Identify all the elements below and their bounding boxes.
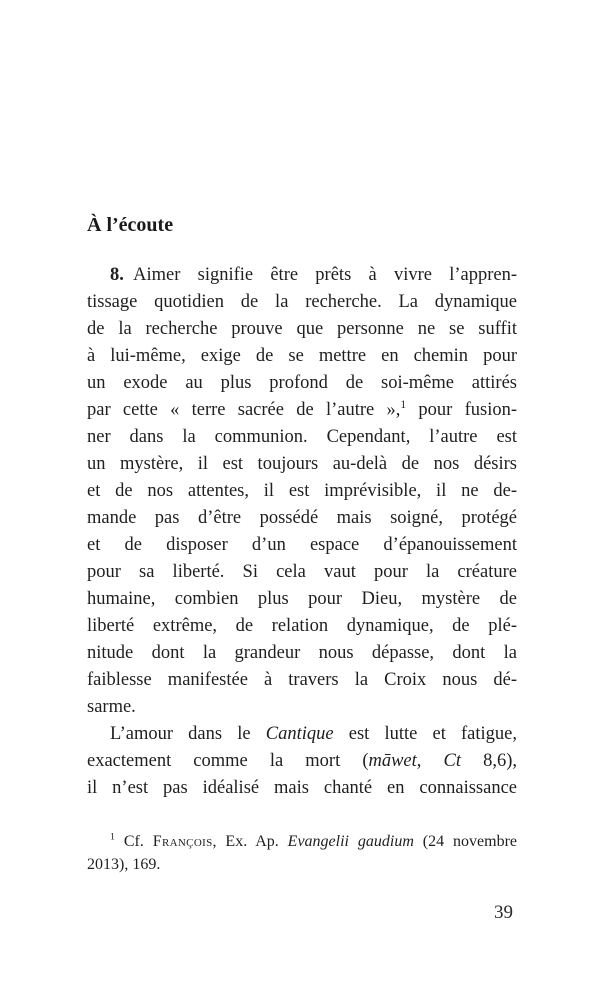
- text-line: [87, 316, 517, 343]
- text-run: exactement comme la mort (: [87, 751, 369, 771]
- text-line: [87, 451, 517, 478]
- text-run: Aimer signifie être prêts à vivre l’appren-: [123, 265, 517, 285]
- text-run: est lutte et fatigue,: [333, 724, 517, 744]
- text-line: [87, 505, 517, 532]
- text-line: [87, 613, 517, 640]
- text-run: mande pas d’être possédé mais soigné, protégé: [87, 508, 517, 528]
- text-line: [87, 289, 517, 316]
- paragraph-amour: [87, 721, 517, 802]
- text-run: un exode au plus profond de soi-même attirés: [87, 373, 517, 393]
- text-line: [87, 721, 517, 748]
- text-run: māwet: [368, 751, 417, 771]
- text-run: liberté extrême, de relation dynamique, de plé-: [87, 616, 517, 636]
- text-run: et de nos attentes, il est imprévisible, il ne de-: [87, 481, 517, 501]
- text-line: [87, 694, 517, 721]
- body-text: [87, 262, 517, 802]
- text-run: à lui-même, exige de se mettre en chemin pour: [87, 346, 517, 366]
- text-line: [87, 830, 517, 853]
- text-run: (24 novembre: [413, 833, 517, 850]
- text-run: Cf.: [114, 833, 153, 850]
- footnote-marker: 1: [400, 398, 407, 411]
- text-run: par cette « terre sacrée de l’autre »,: [87, 400, 401, 420]
- text-run: ,: [416, 751, 444, 771]
- paragraph-8: [87, 262, 517, 721]
- text-run: tissage quotidien de la recherche. La dynamique: [87, 292, 517, 312]
- text-run: sarme.: [87, 697, 136, 717]
- text-line: [87, 559, 517, 586]
- text-run: , Ex. Ap.: [212, 833, 288, 850]
- text-run: et de disposer d’un espace d’épanouissement: [87, 535, 517, 555]
- text-run: il n’est pas idéalisé mais chanté en connaissance: [87, 778, 517, 798]
- text-run: François: [152, 833, 213, 850]
- text-run: Evangelii gaudium: [287, 833, 414, 850]
- text-line: [87, 478, 517, 505]
- text-line: [87, 532, 517, 559]
- footnote-marker: 1: [110, 831, 115, 843]
- text-run: 8,6),: [461, 751, 517, 771]
- text-run: faiblesse manifestée à travers la Croix nous dé-: [87, 670, 517, 690]
- text-run: un mystère, il est toujours au-delà de nos désirs: [87, 454, 517, 474]
- text-line: [87, 424, 517, 451]
- text-run: nitude dont la grandeur nous dépasse, dont la: [87, 643, 517, 663]
- text-run: Ct: [443, 751, 461, 771]
- text-run: de la recherche prouve que personne ne se suffit: [87, 319, 517, 339]
- text-line: [87, 667, 517, 694]
- page-number: 39: [494, 902, 513, 923]
- footnote: [87, 830, 517, 876]
- text-run: L’amour dans le: [110, 724, 266, 744]
- text-line: [87, 853, 517, 876]
- text-run: 2013), 169.: [87, 856, 161, 873]
- section-heading: À l’écoute: [87, 214, 174, 236]
- text-line: [87, 640, 517, 667]
- text-run: humaine, combien plus pour Dieu, mystère de: [87, 589, 517, 609]
- text-run: 8.: [110, 265, 124, 285]
- text-run: pour sa liberté. Si cela vaut pour la créature: [87, 562, 517, 582]
- text-line: [87, 262, 517, 289]
- text-line: [87, 748, 517, 775]
- text-run: Cantique: [265, 724, 334, 744]
- text-line: [87, 586, 517, 613]
- text-run: ner dans la communion. Cependant, l’autre est: [87, 427, 517, 447]
- text-line: [87, 775, 517, 802]
- text-line: [87, 370, 517, 397]
- text-line: [87, 343, 517, 370]
- text-run: pour fusion-: [406, 400, 518, 420]
- text-line: [87, 397, 517, 424]
